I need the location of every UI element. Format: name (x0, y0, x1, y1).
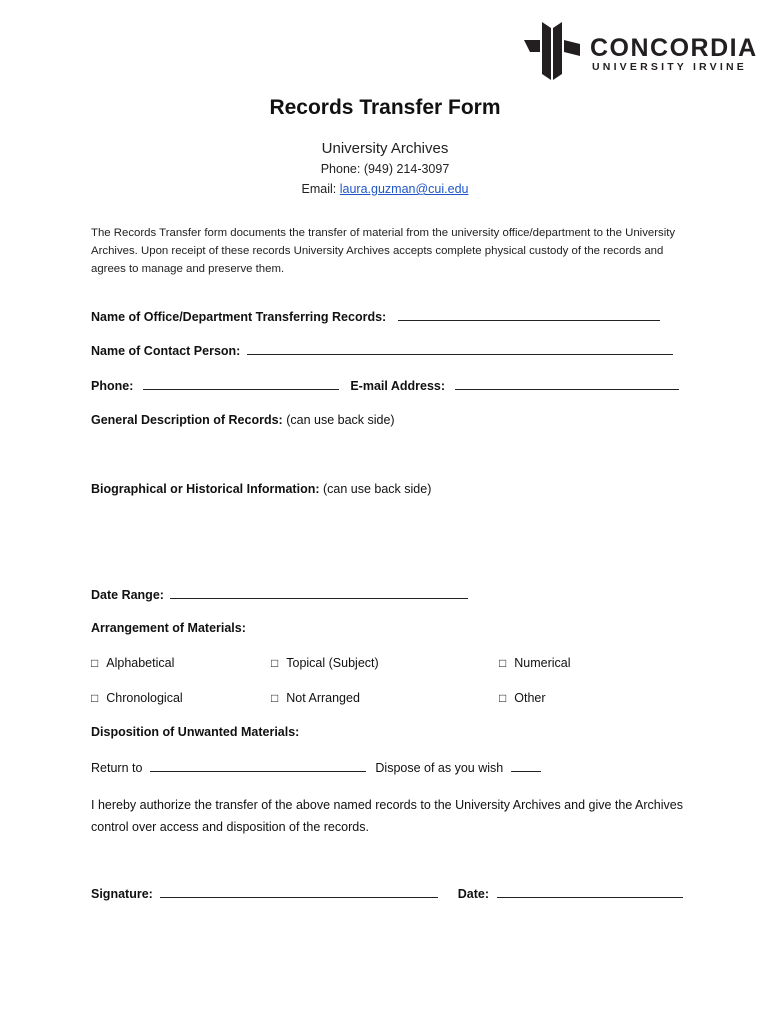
checkbox-icon[interactable]: □ (499, 691, 507, 705)
dispose-blank-line[interactable] (511, 759, 541, 772)
logo-wordmark-concordia: CONCORDIA (590, 34, 758, 62)
email-prefix: Email: (301, 182, 337, 196)
contact-blank-line[interactable] (247, 342, 673, 355)
dispose-label: Dispose of as you wish (375, 761, 504, 775)
date-range-label: Date Range: (91, 588, 164, 602)
description-field-row (91, 412, 395, 428)
checkbox-icon[interactable]: □ (91, 656, 99, 670)
intro-paragraph: The Records Transfer form documents the transfer of material from the university office/department to the University Archives. Upon receipt of these records University Archives accepts complete physical custody of the records and agrees to manage and preserve them. (91, 227, 676, 275)
disposition-heading-text: Disposition of Unwanted Materials: (91, 725, 300, 739)
date-label: Date: (457, 887, 490, 901)
signature-row (91, 885, 683, 902)
phone-prefix: Phone: (320, 162, 361, 176)
phone-email-field-row (91, 377, 679, 394)
option-label: Chronological (106, 691, 183, 705)
option-label: Alphabetical (106, 656, 175, 670)
email-label: E-mail Address: (350, 379, 446, 393)
phone-number: (949) 214-3097 (363, 162, 450, 176)
option-chronological[interactable] (91, 690, 183, 706)
option-topical[interactable] (271, 655, 379, 671)
return-to-blank-line[interactable] (150, 759, 366, 772)
date-range-field-row (91, 586, 468, 603)
department-name: University Archives (321, 140, 449, 157)
office-blank-line[interactable] (398, 308, 660, 321)
arrangement-heading (91, 620, 246, 636)
contact-field-row (91, 342, 673, 359)
option-numerical[interactable] (499, 655, 571, 671)
page-title: Records Transfer Form (269, 96, 501, 119)
bio-field-row (91, 481, 431, 497)
phone-label: Phone: (91, 379, 134, 393)
checkbox-icon[interactable]: □ (271, 691, 279, 705)
office-field-row (91, 308, 660, 325)
email-blank-line[interactable] (455, 377, 679, 390)
phone-blank-line[interactable] (143, 377, 339, 390)
date-range-blank-line[interactable] (170, 586, 468, 599)
option-label: Numerical (514, 656, 571, 670)
arrangement-heading-text: Arrangement of Materials: (91, 621, 246, 635)
contact-label: Name of Contact Person: (91, 344, 241, 358)
authorization-statement: I hereby authorize the transfer of the above named records to the University Archives and give the Archives control over access and disposition of the records. (91, 798, 683, 834)
signature-blank-line[interactable] (160, 885, 438, 898)
contact-email (0, 182, 770, 196)
return-to-label: Return to (91, 761, 143, 775)
signature-label: Signature: (91, 887, 153, 901)
checkbox-icon[interactable]: □ (499, 656, 507, 670)
checkbox-icon[interactable]: □ (91, 691, 99, 705)
date-blank-line[interactable] (497, 885, 683, 898)
disposition-heading (91, 724, 299, 740)
description-note: (can use back side) (286, 413, 395, 427)
option-other[interactable] (499, 690, 546, 706)
description-label: General Description of Records: (91, 413, 283, 427)
option-alphabetical[interactable] (91, 655, 174, 671)
contact-phone (0, 162, 770, 176)
disposition-field-row (91, 759, 541, 776)
option-label: Not Arranged (286, 691, 360, 705)
checkbox-icon[interactable]: □ (271, 656, 279, 670)
option-label: Topical (Subject) (286, 656, 379, 670)
office-label: Name of Office/Department Transferring Records: (91, 310, 387, 324)
email-link[interactable]: laura.guzman@cui.edu (339, 182, 469, 196)
option-not-arranged[interactable] (271, 690, 360, 706)
bio-note: (can use back side) (322, 482, 432, 496)
bio-label: Biographical or Historical Information: (91, 482, 320, 496)
option-label: Other (514, 691, 546, 705)
concordia-logo (524, 22, 758, 80)
concordia-cross-logo-icon (524, 22, 580, 80)
logo-wordmark-university-irvine: UNIVERSITY IRVINE (592, 61, 747, 73)
